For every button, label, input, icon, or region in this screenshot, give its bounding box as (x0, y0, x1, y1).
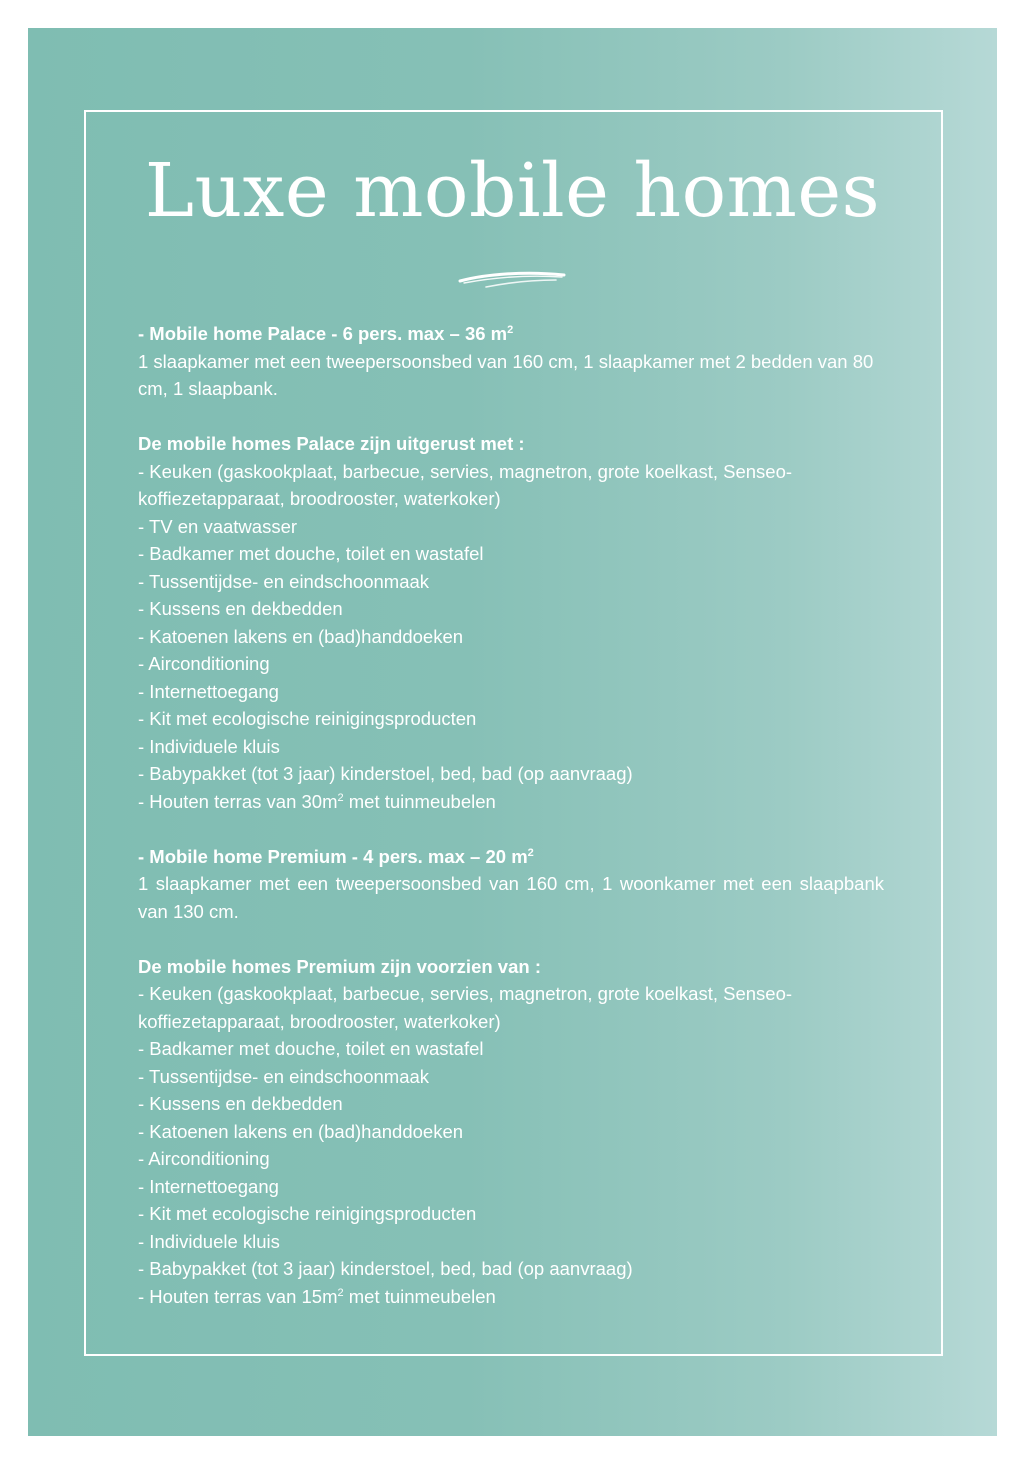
list-item: - Keuken (gaskookplaat, barbecue, servies, magnetron, grote koelkast, Senseo-koffiezetapparaat, broodrooster, waterkoker) (138, 460, 793, 509)
palace-equipment-heading: De mobile homes Palace zijn uitgerust met : (138, 433, 525, 454)
palace-heading: - Mobile home Palace - 6 pers. max – 36 $m^2$ (138, 323, 514, 344)
list-item: - Katoenen lakens en (bad)handdoeken (138, 1120, 464, 1142)
list-item: - Kussens en dekbedden (138, 1093, 343, 1114)
list-item: - Keuken (gaskookplaat, barbecue, servies, magnetron, grote koelkast, Senseo-koffiezetapparaat, broodrooster, waterkoker) (138, 983, 793, 1032)
content-body (138, 320, 884, 1310)
premium-equipment-heading: De mobile homes Premium zijn voorzien van : (138, 955, 541, 977)
list-item: - Badkamer met douche, toilet en wastafel (138, 1038, 484, 1059)
premium-heading: - Mobile home Premium - 4 pers. max – 20 $m^2$ (138, 845, 534, 867)
palace-description: 1 slaapkamer met een tweepersoonsbed van 160 cm, 1 slaapkamer met 2 bedden van 80 cm, 1 slaapbank. (138, 350, 874, 399)
list-item: - Airconditioning (138, 1148, 270, 1169)
list-item: - Kit met ecologische reinigingsproducten (138, 1203, 477, 1224)
list-item: - Airconditioning (138, 653, 270, 674)
list-item: - Tussentijdse- en eindschoonmaak (138, 1065, 430, 1087)
list-item: - Tussentijdse- en eindschoonmaak (138, 570, 430, 592)
list-item: - Individuele kluis (138, 1230, 280, 1252)
palace-equipment-list (138, 458, 884, 816)
list-item: - Badkamer met douche, toilet en wastafel (138, 543, 484, 564)
list-item: - Katoenen lakens en (bad)handdoeken (138, 625, 464, 647)
page-title: Luxe mobile homes (144, 148, 881, 234)
list-item: - Kussens en dekbedden (138, 598, 343, 619)
list-item: - Babypakket (tot 3 jaar) kinderstoel, bed, bad (op aanvraag) (138, 1258, 633, 1279)
list-item: - Houten terras van $30m^2$ met tuinmeubelen (138, 790, 496, 812)
list-item: - Kit met ecologische reinigingsproducten (138, 708, 477, 729)
brochure-page (28, 28, 997, 1436)
premium-equipment-list (138, 980, 884, 1310)
list-item: - Internettoegang (138, 1175, 279, 1197)
brush-stroke-divider-icon (456, 268, 568, 292)
list-item: - TV en vaatwasser (138, 515, 298, 537)
list-item: - Babypakket (tot 3 jaar) kinderstoel, bed, bad (op aanvraag) (138, 763, 633, 784)
list-item: - Individuele kluis (138, 735, 280, 757)
list-item: - Internettoegang (138, 680, 279, 702)
list-item: - Houten terras van $15m^2$ met tuinmeubelen (138, 1285, 496, 1307)
premium-description: 1 slaapkamer met een tweepersoonsbed van 160 cm, 1 woonkamer met een slaapbank van 130 cm. (138, 873, 884, 922)
